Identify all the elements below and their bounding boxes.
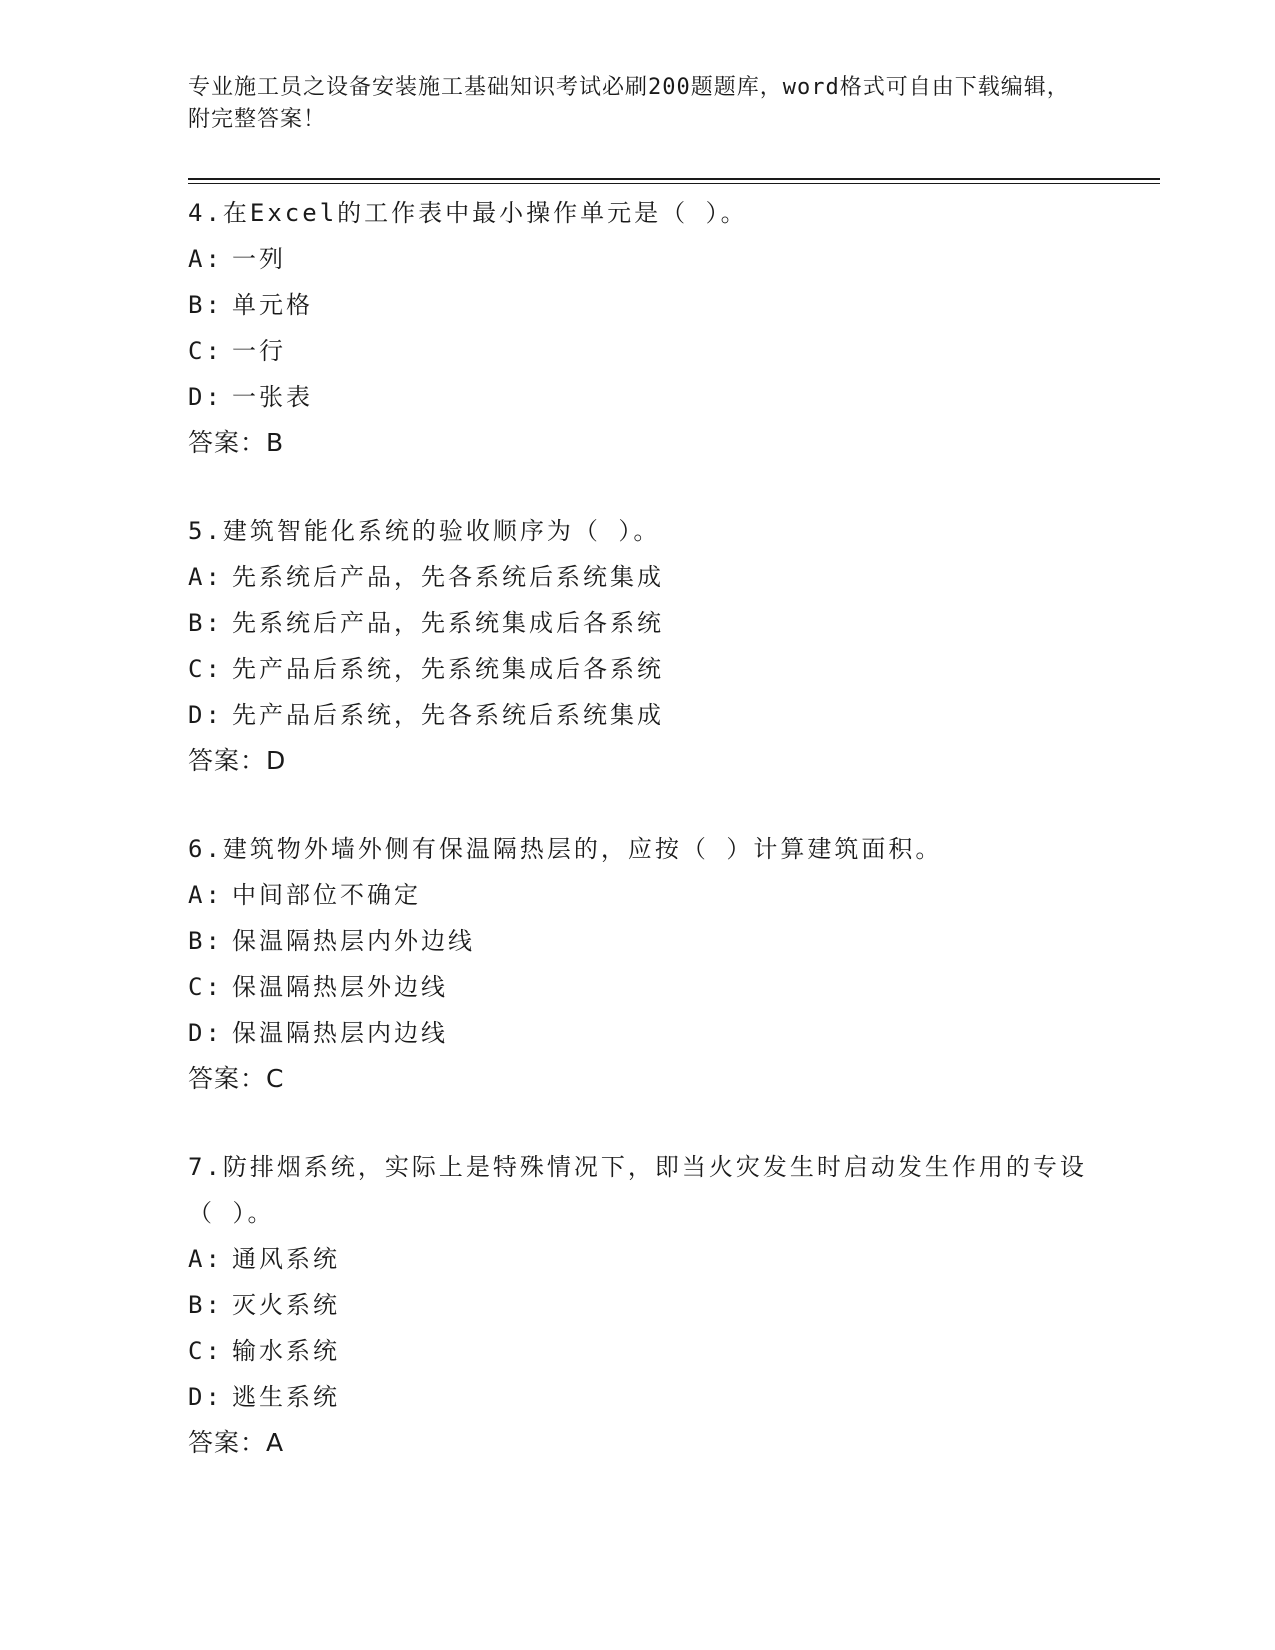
option-key: C: [188, 973, 223, 1001]
question-5 [188, 508, 1088, 784]
header-rule-thick [188, 178, 1160, 180]
option-key: A: [188, 563, 223, 591]
option-key: D: [188, 1383, 223, 1411]
question-6 [188, 826, 1088, 1102]
question-stem: 7.防排烟系统，实际上是特殊情况下，即当火灾发生时启动发生作用的专设（ ）。 [188, 1153, 1087, 1227]
question-stem: 4.在Excel的工作表中最小操作单元是（ ）。 [188, 199, 748, 227]
answer: 答案：D [188, 746, 287, 775]
answer: 答案：C [188, 1064, 285, 1093]
option-text: 先系统后产品，先系统集成后各系统 [232, 609, 664, 637]
question-7 [188, 1144, 1088, 1466]
option-b [188, 600, 1088, 646]
option-c [188, 646, 1088, 692]
option-c [188, 328, 1088, 374]
option-b [188, 282, 1088, 328]
option-a [188, 554, 1088, 600]
option-a [188, 236, 1088, 282]
option-a [188, 872, 1088, 918]
option-d [188, 692, 1088, 738]
option-key: B: [188, 927, 223, 955]
option-key: B: [188, 291, 223, 319]
option-key: D: [188, 383, 223, 411]
option-text: 先产品后系统，先各系统后系统集成 [232, 701, 664, 729]
option-a [188, 1236, 1088, 1282]
option-c [188, 964, 1088, 1010]
option-d [188, 1010, 1088, 1056]
option-text: 一列 [232, 245, 286, 273]
header-rule-thin [188, 183, 1160, 184]
option-d [188, 1374, 1088, 1420]
option-key: A: [188, 245, 223, 273]
option-text: 保温隔热层内外边线 [232, 927, 475, 955]
option-text: 输水系统 [232, 1337, 340, 1365]
option-b [188, 918, 1088, 964]
option-key: A: [188, 881, 223, 909]
option-text: 保温隔热层外边线 [232, 973, 448, 1001]
option-text: 保温隔热层内边线 [232, 1019, 448, 1047]
option-d [188, 374, 1088, 420]
answer: 答案：A [188, 1428, 285, 1457]
option-b [188, 1282, 1088, 1328]
option-key: D: [188, 1019, 223, 1047]
option-c [188, 1328, 1088, 1374]
option-key: C: [188, 337, 223, 365]
option-text: 单元格 [232, 291, 313, 319]
option-text: 先系统后产品，先各系统后系统集成 [232, 563, 664, 591]
question-stem: 5.建筑智能化系统的验收顺序为（ ）。 [188, 517, 661, 545]
option-text: 一行 [232, 337, 286, 365]
option-text: 先产品后系统，先系统集成后各系统 [232, 655, 664, 683]
option-text: 灭火系统 [232, 1291, 340, 1319]
option-text: 中间部位不确定 [232, 881, 421, 909]
option-key: D: [188, 701, 223, 729]
document-header: 专业施工员之设备安装施工基础知识考试必刷200题题库，word格式可自由下载编辑，附完整答案！ [188, 75, 1070, 132]
option-key: C: [188, 1337, 223, 1365]
option-key: B: [188, 609, 223, 637]
answer: 答案：B [188, 428, 285, 457]
option-key: C: [188, 655, 223, 683]
option-text: 一张表 [232, 383, 313, 411]
option-text: 逃生系统 [232, 1383, 340, 1411]
question-4 [188, 190, 1088, 466]
option-key: A: [188, 1245, 223, 1273]
question-list [188, 190, 1088, 1508]
option-text: 通风系统 [232, 1245, 340, 1273]
question-stem: 6.建筑物外墙外侧有保温隔热层的，应按（ ）计算建筑面积。 [188, 835, 943, 863]
option-key: B: [188, 1291, 223, 1319]
